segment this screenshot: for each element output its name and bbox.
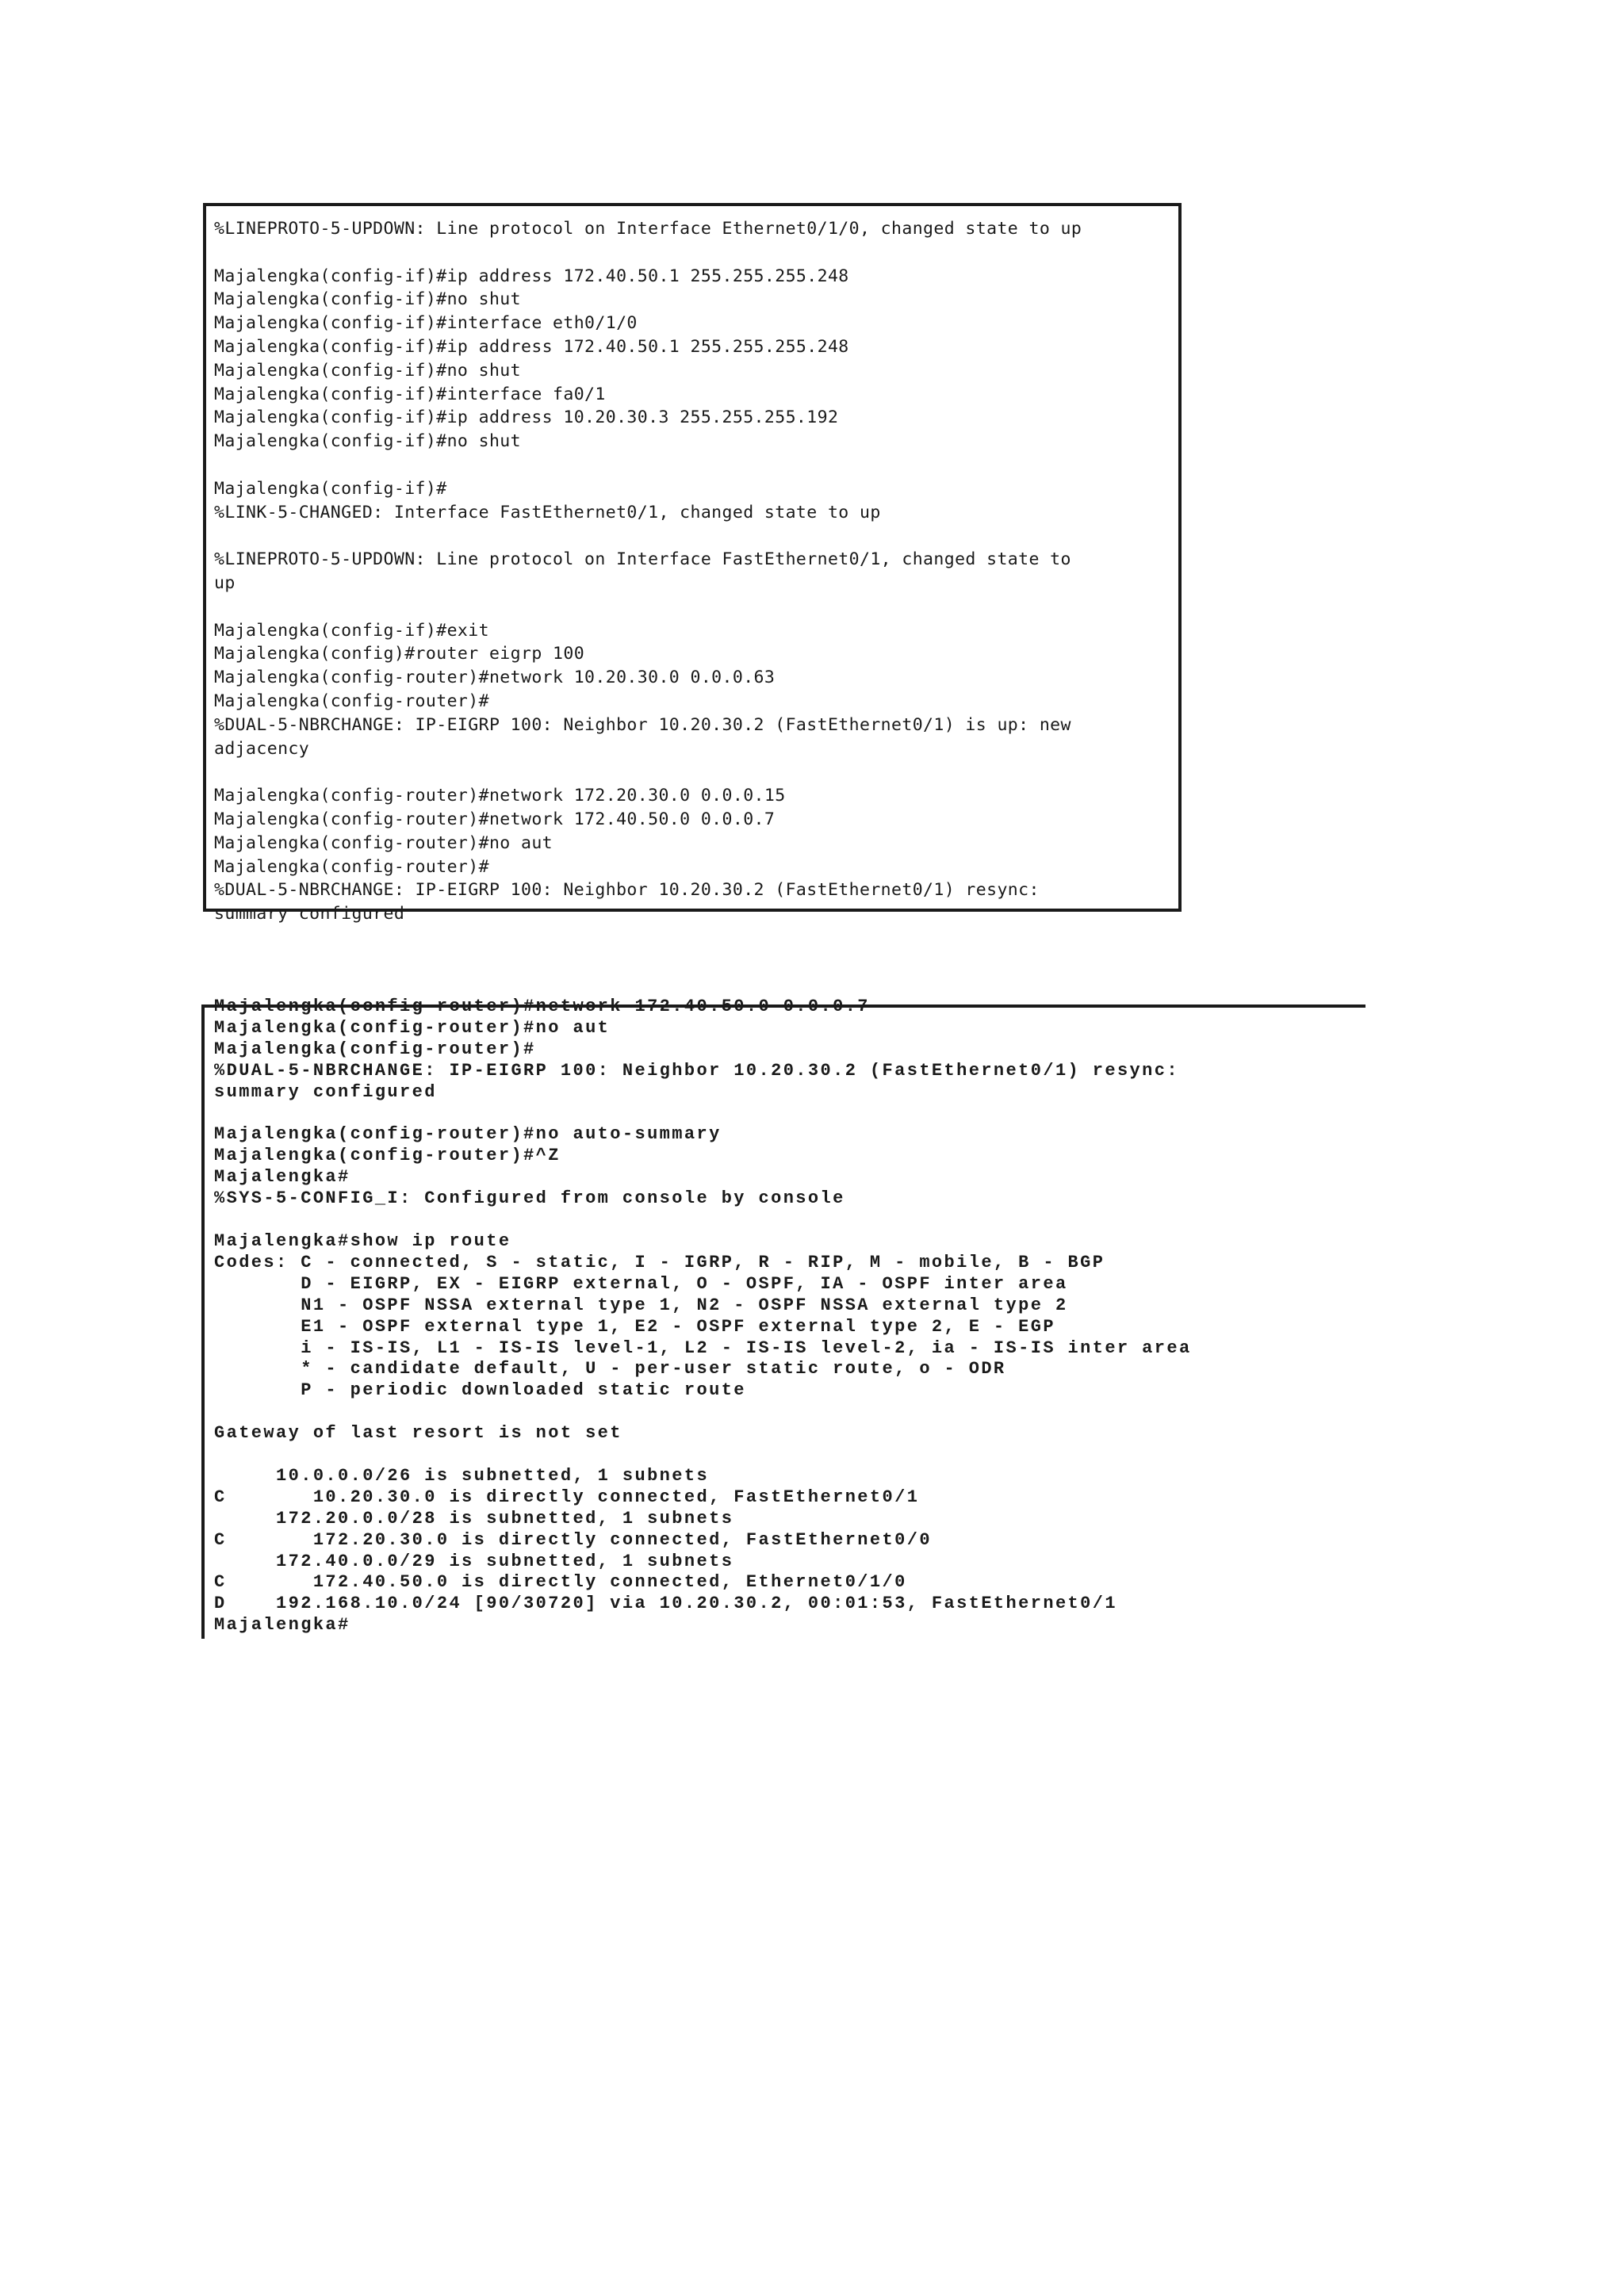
terminal-line: Codes: C - connected, S - static, I - IGRP, R - RIP, M - mobile, B - BGP: [214, 1252, 1105, 1272]
terminal-line: Majalengka(config-if)#no shut: [214, 360, 521, 381]
terminal-line: C 172.20.30.0 is directly connected, FastEthernet0/0: [214, 1529, 932, 1550]
terminal-line: Majalengka(config-router)#: [214, 856, 489, 877]
terminal-line: [214, 524, 1082, 548]
terminal-line: Majalengka(config-if)#exit: [214, 620, 489, 641]
terminal-line: D 192.168.10.0/24 [90/30720] via 10.20.30.2, 00:01:53, FastEthernet0/1: [214, 1594, 1117, 1614]
terminal-line: Majalengka(config-if)#no shut: [214, 289, 521, 310]
terminal-line: Majalengka(config-router)#network 172.20.30.0 0.0.0.15: [214, 786, 786, 806]
terminal-line: Majalengka#show ip route: [214, 1230, 511, 1251]
terminal-line: Majalengka(config-if)#ip address 172.40.50.1 255.255.255.248: [214, 266, 849, 286]
terminal-line: * - candidate default, U - per-user static route, o - ODR: [214, 1359, 1006, 1380]
terminal-line: 10.0.0.0/26 is subnetted, 1 subnets: [214, 1465, 710, 1486]
terminal-line: Majalengka(config-if)#: [214, 478, 447, 499]
terminal-line: P - periodic downloaded static route: [214, 1380, 746, 1401]
terminal-line: Majalengka(config-if)#interface fa0/1: [214, 384, 606, 404]
terminal-line: Majalengka(config-router)#: [214, 691, 489, 711]
terminal-line: [214, 453, 1082, 477]
terminal-line: [214, 1402, 1192, 1423]
terminal-line: 172.40.0.0/29 is subnetted, 1 subnets: [214, 1551, 734, 1571]
terminal-line: Majalengka(config-router)#network 10.20.30.0 0.0.0.63: [214, 668, 776, 688]
terminal-line: %LINEPROTO-5-UPDOWN: Line protocol on Interface FastEthernet0/1, changed state to: [214, 549, 1071, 570]
terminal-line: %DUAL-5-NBRCHANGE: IP-EIGRP 100: Neighbor 10.20.30.2 (FastEthernet0/1) resync:: [214, 1060, 1179, 1081]
terminal-line: Majalengka(config-router)#network 172.40.50.0 0.0.0.7: [214, 809, 776, 829]
terminal-screenshot-1: [203, 203, 1182, 924]
terminal-line: Majalengka(config-router)#no aut: [214, 1017, 611, 1038]
terminal-line: Majalengka(config-router)#: [214, 1039, 536, 1059]
terminal-line: %LINEPROTO-5-UPDOWN: Line protocol on Interface Ethernet0/1/0, changed state to up: [214, 219, 1082, 239]
terminal-line: %LINK-5-CHANGED: Interface FastEthernet0/1, changed state to up: [214, 502, 881, 522]
terminal-line: [214, 1445, 1192, 1466]
terminal-line: E1 - OSPF external type 1, E2 - OSPF external type 2, E - EGP: [214, 1316, 1055, 1337]
terminal-output-2: [214, 997, 1192, 1636]
terminal-line: C 172.40.50.0 is directly connected, Ethernet0/1/0: [214, 1572, 907, 1593]
terminal-line: summary configured: [214, 1081, 437, 1102]
terminal-line: Majalengka#: [214, 1167, 350, 1188]
terminal-output-1: [214, 217, 1082, 926]
terminal-line: Gateway of last resort is not set: [214, 1423, 622, 1444]
terminal-line: Majalengka(config-router)#no aut: [214, 832, 553, 853]
terminal-line: %SYS-5-CONFIG_I: Configured from console by console: [214, 1188, 845, 1209]
terminal-line: adjacency: [214, 738, 310, 759]
terminal-screenshot-2: [201, 997, 1365, 1639]
terminal-line: Majalengka(config-if)#interface eth0/1/0: [214, 313, 638, 334]
terminal-line: i - IS-IS, L1 - IS-IS level-1, L2 - IS-IS level-2, ia - IS-IS inter area: [214, 1337, 1192, 1358]
terminal-line: Majalengka(config-if)#ip address 172.40.50.1 255.255.255.248: [214, 336, 849, 357]
terminal-line: 172.20.0.0/28 is subnetted, 1 subnets: [214, 1508, 734, 1529]
terminal-line: [214, 1210, 1192, 1231]
terminal-line: Majalengka(config-if)#ip address 10.20.30.3 255.255.255.192: [214, 408, 839, 428]
terminal-line: Majalengka#: [214, 1615, 350, 1636]
terminal-line: [214, 1104, 1192, 1125]
terminal-line: summary configured: [214, 904, 405, 924]
terminal-line: Majalengka(config-if)#no shut: [214, 431, 521, 452]
terminal-line: Majalengka(config-router)#no auto-summary: [214, 1124, 722, 1145]
terminal-line: [214, 595, 1082, 619]
terminal-line: Majalengka(config)#router eigrp 100: [214, 644, 585, 664]
terminal-line: N1 - OSPF NSSA external type 1, N2 - OSPF NSSA external type 2: [214, 1295, 1068, 1315]
terminal-line: C 10.20.30.0 is directly connected, FastEthernet0/1: [214, 1487, 920, 1507]
terminal-line: D - EIGRP, EX - EIGRP external, O - OSPF, IA - OSPF inter area: [214, 1273, 1068, 1294]
terminal-line: up: [214, 572, 236, 593]
terminal-line: Majalengka(config-router)#network 172.40.50.0 0.0.0.7: [214, 997, 870, 1016]
terminal-line: Majalengka(config-router)#^Z: [214, 1146, 561, 1166]
terminal-line: [214, 760, 1082, 784]
terminal-line: %DUAL-5-NBRCHANGE: IP-EIGRP 100: Neighbor 10.20.30.2 (FastEthernet0/1) is up: new: [214, 714, 1071, 735]
terminal-line: %DUAL-5-NBRCHANGE: IP-EIGRP 100: Neighbor 10.20.30.2 (FastEthernet0/1) resync:: [214, 880, 1040, 901]
terminal-line: [214, 241, 1082, 265]
